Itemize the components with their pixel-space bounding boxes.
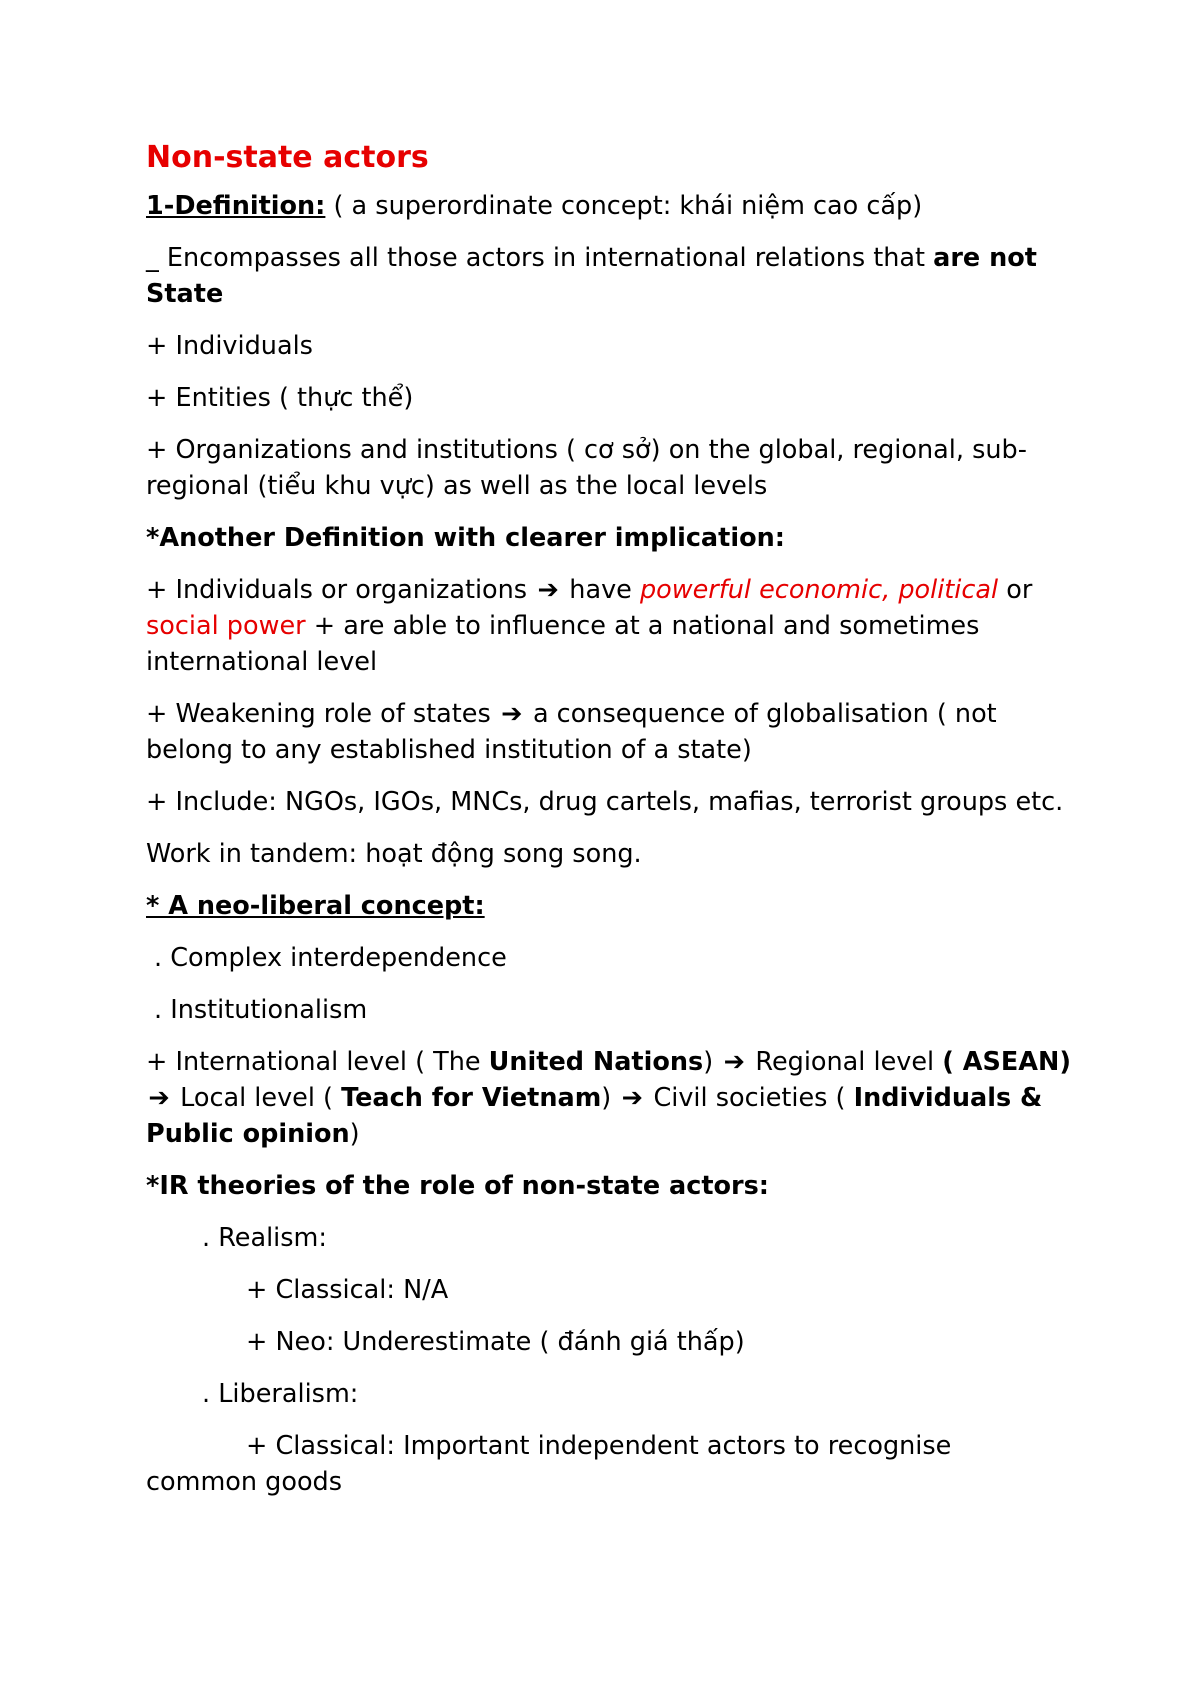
arrow-icon: ➔: [537, 575, 559, 605]
definition-line: [146, 240, 1086, 312]
text-span: + Weakening role of states: [146, 699, 499, 729]
another-definition-item-1: [146, 572, 1086, 680]
another-definition-item-3: + Include: NGOs, IGOs, MNCs, drug cartels, mafias, terrorist groups etc.: [146, 787, 1064, 817]
definition-heading-line: [146, 188, 1086, 224]
levels-line: [146, 1044, 1086, 1152]
teach-for-vietnam: Teach for Vietnam: [341, 1083, 602, 1113]
text-span: or: [998, 575, 1033, 605]
page-title: Non-state actors: [146, 140, 429, 175]
liberalism-classical-line2: common goods: [146, 1467, 343, 1497]
text-span: have: [561, 575, 640, 605]
individuals-public-opinion: Individuals & Public opinion: [146, 1083, 1043, 1149]
list-item-organizations: + Organizations and institutions ( cơ sở) on the global, regional, sub-regional (tiểu khu vực) as well as the local levels: [146, 435, 1027, 501]
definition-heading: 1-Definition:: [146, 191, 326, 221]
realism-label: . Realism:: [202, 1223, 327, 1253]
definition-text: _ Encompasses all those actors in international relations that: [146, 243, 934, 273]
another-definition-heading: *Another Definition with clearer implication:: [146, 523, 785, 553]
definition-note: ( a superordinate concept: khái niệm cao cấp): [325, 191, 923, 221]
arrow-icon: ➔: [723, 1047, 745, 1077]
list-item-entities: + Entities ( thực thể): [146, 383, 414, 413]
highlight-powerful: powerful economic, political: [639, 575, 999, 605]
arrow-icon: ➔: [621, 1083, 644, 1113]
liberalism-classical: [146, 1428, 1086, 1500]
realism-neo: + Neo: Underestimate ( đánh giá thấp): [246, 1327, 745, 1357]
text-span: ): [703, 1047, 722, 1077]
text-span: ): [601, 1083, 620, 1113]
arrow-icon: ➔: [501, 699, 523, 729]
liberalism-label: . Liberalism:: [202, 1379, 359, 1409]
liberalism-classical-line1: + Classical: Important independent actors to recognise: [246, 1431, 952, 1461]
asean: ( ASEAN): [942, 1047, 1072, 1077]
list-item-individuals: + Individuals: [146, 331, 313, 361]
document-page: [146, 138, 1086, 1516]
text-span: ): [349, 1119, 360, 1149]
realism-classical: + Classical: N/A: [246, 1275, 449, 1305]
text-span: Local level (: [172, 1083, 342, 1113]
text-span: a consequence of globalisation ( not belong to any established institution of a state): [146, 699, 997, 765]
text-span: Civil societies (: [645, 1083, 854, 1113]
work-in-tandem: Work in tandem: hoạt động song song.: [146, 839, 642, 869]
arrow-icon: ➔: [148, 1083, 170, 1113]
text-span: + International level ( The: [146, 1047, 489, 1077]
highlight-social-power: social power: [146, 611, 306, 641]
neo-item-complex: . Complex interdependence: [154, 943, 507, 973]
neo-item-institutionalism: . Institutionalism: [154, 995, 368, 1025]
definition-emphasis: are not State: [146, 243, 1037, 309]
text-span: Regional level: [747, 1047, 943, 1077]
neo-liberal-heading: * A neo-liberal concept:: [146, 891, 485, 921]
united-nations: United Nations: [488, 1047, 704, 1077]
another-definition-item-2: [146, 696, 1086, 768]
ir-theories-heading: *IR theories of the role of non-state actors:: [146, 1171, 769, 1201]
text-span: + are able to influence at a national and sometimes international level: [146, 611, 980, 677]
text-span: + Individuals or organizations: [146, 575, 536, 605]
